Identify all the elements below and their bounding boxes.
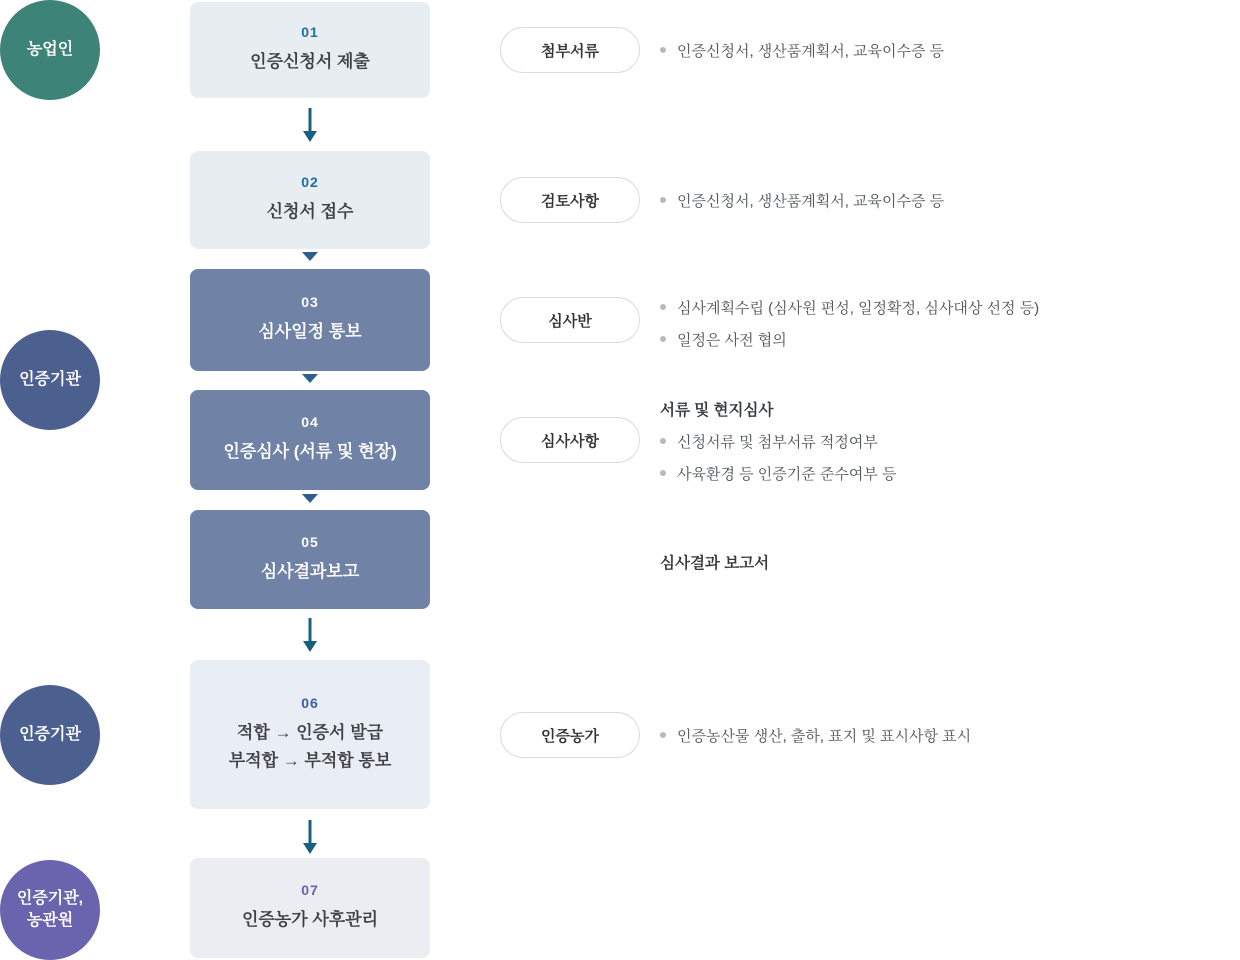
bullet-text: 인증신청서, 생산품계획서, 교육이수증 등	[677, 42, 945, 60]
annotation-step-02	[660, 191, 1220, 209]
annotation-step-06	[660, 726, 1220, 744]
step-number: 03	[301, 294, 319, 311]
tag-pill-audit-items	[500, 417, 640, 463]
pill-label: 검토사항	[541, 192, 599, 210]
actor-label: 인증기관	[19, 725, 81, 743]
triangle-down-icon	[302, 252, 318, 261]
actor-badge-farmer	[0, 0, 100, 100]
pill-label: 심사반	[548, 312, 592, 330]
bullet-dot-icon	[660, 438, 666, 444]
bullet-item	[660, 330, 1220, 348]
step-box-03	[190, 269, 430, 371]
triangle-down-icon	[302, 374, 318, 383]
tag-pill-review-items	[500, 177, 640, 223]
bullet-text: 사육환경 등 인증기준 준수여부 등	[677, 465, 897, 483]
actor-label: 농업인	[26, 40, 74, 58]
step-title: 심사결과보고	[260, 561, 360, 581]
arrow-down-icon	[302, 108, 318, 142]
step-number: 02	[301, 174, 319, 191]
bullet-text: 인증농산물 생산, 출하, 표지 및 표시사항 표시	[677, 727, 972, 745]
annotation-step-04	[660, 398, 1220, 482]
bullet-item	[660, 298, 1220, 316]
pill-label: 심사사항	[541, 432, 599, 450]
step-title: 인증농가 사후관리	[241, 910, 379, 930]
bullet-text: 심사계획수립 (심사원 편성, 일정확정, 심사대상 선정 등)	[677, 299, 1040, 317]
step-box-02	[190, 151, 430, 249]
step-number: 05	[301, 533, 319, 550]
actor-badge-cert-body-nongkwanwon	[0, 860, 100, 960]
step-title-line: 부적합 → 부적합 통보	[228, 750, 392, 770]
arrow-down-icon	[302, 820, 318, 854]
annotation-step-01	[660, 41, 1220, 59]
bullet-dot-icon	[660, 470, 666, 476]
pill-label: 인증농가	[541, 727, 599, 745]
annotation-heading: 서류 및 현지심사	[660, 402, 774, 419]
arrow-down-icon	[302, 618, 318, 652]
actor-badge-cert-body-1	[0, 330, 100, 430]
bullet-item	[660, 41, 1220, 59]
bullet-dot-icon	[660, 336, 666, 342]
tag-pill-audit-team	[500, 297, 640, 343]
pill-label: 첨부서류	[541, 42, 599, 60]
step-box-05	[190, 510, 430, 609]
step-title: 신청서 접수	[266, 202, 354, 222]
step-number: 04	[301, 414, 319, 431]
actor-label: 인증기관,	[16, 889, 84, 907]
step-number: 06	[301, 695, 319, 712]
annotation-step-05	[660, 551, 1220, 585]
step-title: 인증신청서 제출	[250, 52, 370, 72]
bullet-text: 인증신청서, 생산품계획서, 교육이수증 등	[677, 192, 945, 210]
annotation-heading: 심사결과 보고서	[660, 555, 770, 572]
step-box-07	[190, 858, 430, 958]
tag-pill-certified-farm	[500, 712, 640, 758]
bullet-dot-icon	[660, 47, 666, 53]
step-title-line: 적합 → 인증서 발급	[236, 723, 384, 743]
actor-label: 농관원	[26, 912, 74, 929]
bullet-text: 일정은 사전 협의	[677, 331, 787, 349]
bullet-text: 신청서류 및 첨부서류 적정여부	[677, 433, 878, 451]
annotation-step-03	[660, 298, 1220, 348]
bullet-item	[660, 191, 1220, 209]
step-box-01	[190, 2, 430, 98]
step-number: 07	[301, 882, 319, 899]
actor-badge-cert-body-2	[0, 685, 100, 785]
bullet-dot-icon	[660, 732, 666, 738]
bullet-item	[660, 464, 1220, 482]
bullet-dot-icon	[660, 197, 666, 203]
step-title	[229, 719, 392, 773]
actor-label: 인증기관	[19, 370, 81, 388]
bullet-item	[660, 432, 1220, 450]
triangle-down-icon	[302, 494, 318, 503]
step-title: 심사일정 통보	[258, 322, 362, 342]
tag-pill-attached-documents	[500, 27, 640, 73]
step-title: 인증심사 (서류 및 현장)	[223, 442, 397, 462]
bullet-item	[660, 726, 1220, 744]
step-number: 01	[301, 24, 319, 41]
bullet-dot-icon	[660, 304, 666, 310]
step-box-04	[190, 390, 430, 490]
step-box-06	[190, 660, 430, 809]
